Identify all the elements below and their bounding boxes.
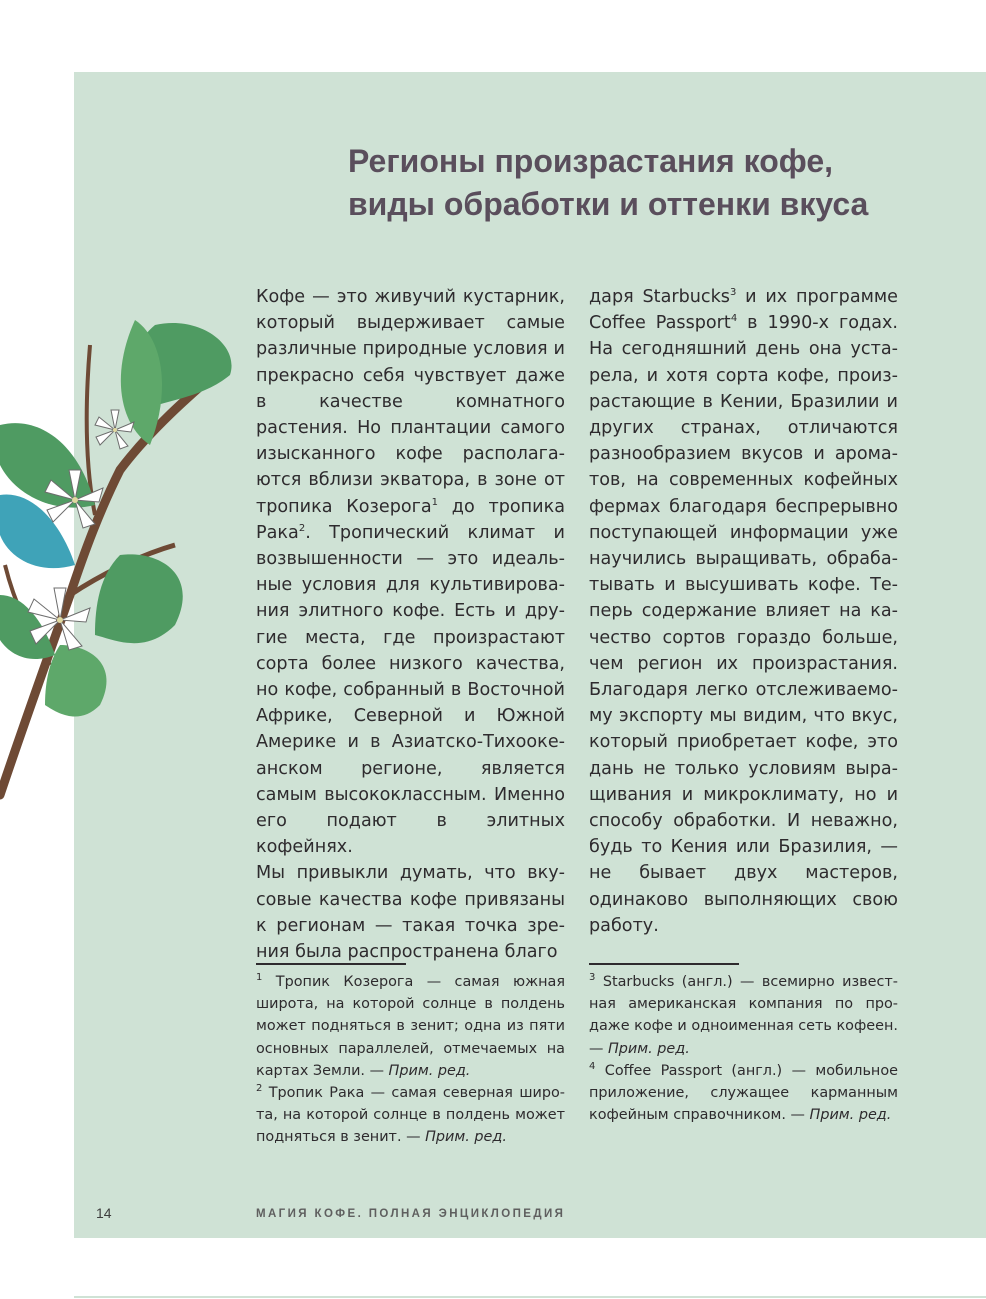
footnote-2: $^2$ Тропик Рака — самая северная широта, на которой солнце в полдень может подняться в зенит. — Прим. ред. bbox=[256, 1083, 565, 1146]
page-title bbox=[348, 140, 948, 226]
footnote-divider bbox=[589, 963, 739, 965]
footnote-3: $^3$ Starbucks (англ.) — всемирно известная американская компания по продаже кофе и одноименная сеть кофеен. — Прим. ред. bbox=[589, 972, 898, 1057]
footnotes-right bbox=[589, 971, 898, 1126]
footnote-divider bbox=[256, 963, 406, 965]
paragraph: Мы привыкли думать, что вкусовые качества кофе привязаны к регионам — такая точка зрения была распространена благо bbox=[256, 863, 565, 963]
footnote-ref: 1 bbox=[431, 496, 439, 508]
body-column-left bbox=[256, 284, 565, 965]
footnote-ref: 2 bbox=[298, 522, 306, 534]
footnote-4: $^4$ Coffee Passport (англ.) — мобильное приложение, служащее карманным кофейным справочником. — Прим. ред. bbox=[589, 1061, 898, 1124]
footnote-ref: 3 bbox=[729, 287, 737, 299]
bottom-divider bbox=[74, 1296, 986, 1298]
page-number: 14 bbox=[96, 1205, 112, 1221]
footnote-ref: 4 bbox=[730, 313, 738, 325]
coffee-branch-icon bbox=[0, 305, 240, 805]
running-head: МАГИЯ КОФЕ. ПОЛНАЯ ЭНЦИКЛОПЕДИЯ bbox=[256, 1208, 566, 1220]
paragraph: даря Starbucks$^3$ и их программе Coffee Passport$^4$ в 1990-х годах. На сегодняшний день она устарела, и хотя сорта кофе, произрастающие в Кении, Бразилии и других странах, отличаются разнообразием вкусов и ароматов, на современных кофейных фермах благодаря беспрерывно поступающей информации уже научились выращивать, обрабатывать и высушивать кофе. Теперь содержание влияет на качество сортов гораздо больше, чем регион их произрастания. Благодаря легко отслеживаемому экспорту мы видим, что вкус, который приобретает кофе, это дань не только условиям выращивания и микроклимату, но и способу обработки. И неважно, будь то Кения или Бразилия, — не бывает двух мастеров, одинаково выполняющих свою работу. bbox=[589, 287, 899, 936]
paragraph: Кофе — это живучий кустарник, который выдерживает самые различные природные условия и прекрасно себя чувствует даже в качестве комнатного растения. Но плантации самого изысканного кофе располагаются вблизи экватора, в зоне от тропика Козерога$^1$ до тропика Рака$^2$. Тропический климат и возвышенности — это идеальные условия для культивирования элитного кофе. Есть и другие места, где произрастают сорта более низкого качества, но кофе, собранный в Восточной Африке, Северной и Южной Америке и в Азиатско-Тихоокеанском регионе, является самым высококлассным. Именно его подают в элитных кофейнях. bbox=[256, 287, 565, 858]
footnotes-left bbox=[256, 971, 565, 1149]
title-line-1: Регионы произрастания кофе, bbox=[348, 143, 834, 179]
footnote-1: $^1$ Тропик Козерога — самая южная широта, на которой солнце в полдень может подняться в зенит; одна из пяти основных параллелей, отмечаемых на картах Земли. — Прим. ред. bbox=[256, 972, 565, 1079]
body-column-right bbox=[589, 284, 898, 939]
title-line-2: виды обработки и оттенки вкуса bbox=[348, 186, 869, 222]
